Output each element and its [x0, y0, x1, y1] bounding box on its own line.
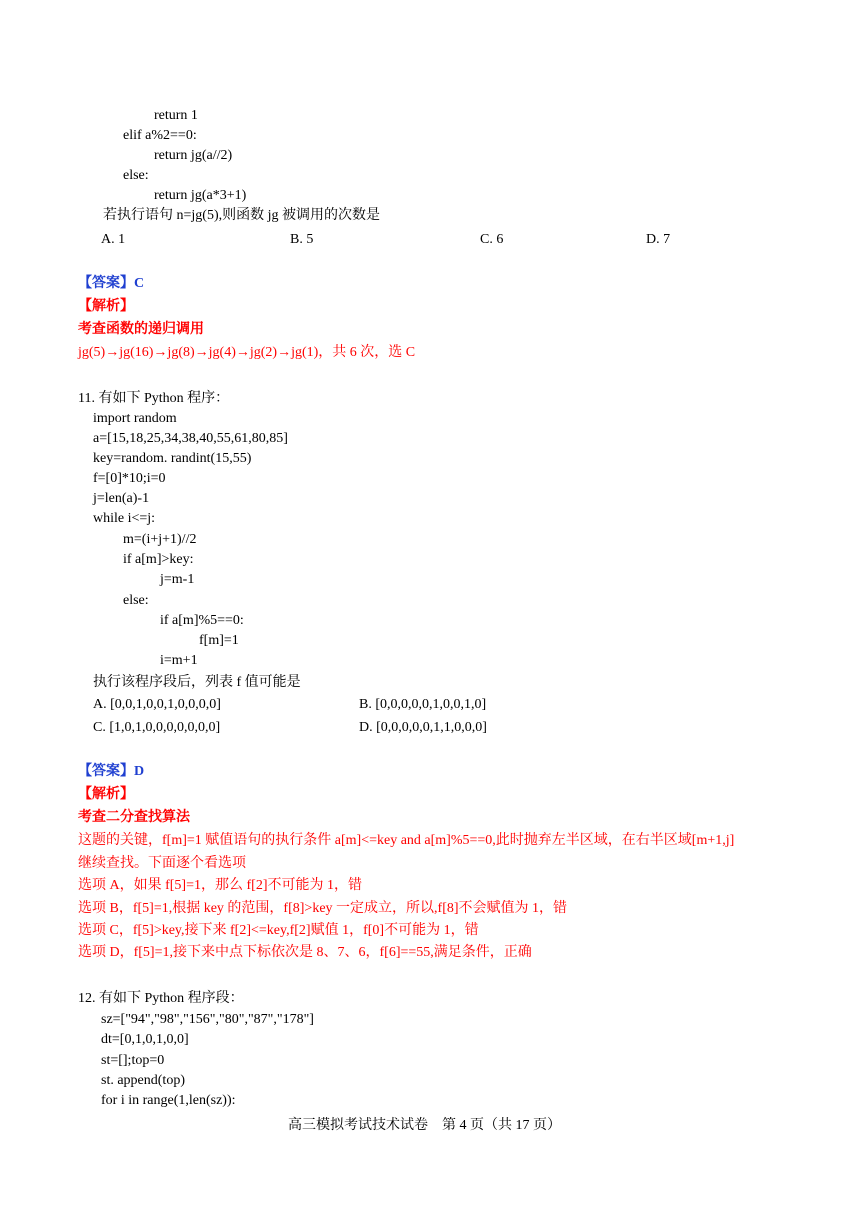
- code-line: else:: [123, 168, 149, 183]
- code-line: j=m-1: [160, 572, 195, 587]
- code-line: f=[0]*10;i=0: [93, 471, 166, 486]
- analysis-text: 选项 B，f[5]=1,根据 key 的范围，f[8]>key 一定成立，所以,f[8]不会赋值为 1，错: [78, 901, 568, 916]
- analysis-topic: 考查二分查找算法: [78, 810, 190, 825]
- question-stem: 若执行语句 n=jg(5),则函数 jg 被调用的次数是: [103, 208, 380, 223]
- analysis-text: 继续查找。下面逐个看选项: [78, 856, 246, 871]
- code-line: st=[];top=0: [101, 1053, 165, 1068]
- option-c: C. [1,0,1,0,0,0,0,0,0,0]: [93, 720, 221, 735]
- code-line: return jg(a//2): [154, 148, 233, 163]
- option-a: A. [0,0,1,0,0,1,0,0,0,0]: [93, 697, 221, 712]
- code-line: i=m+1: [160, 653, 198, 668]
- code-line: j=len(a)-1: [93, 491, 150, 506]
- analysis-text: 选项 C，f[5]>key,接下来 f[2]<=key,f[2]赋值 1，f[0]不可能为 1，错: [78, 923, 479, 938]
- code-line: f[m]=1: [199, 633, 239, 648]
- analysis-text: 选项 D，f[5]=1,接下来中点下标依次是 8、7、6，f[6]==55,满足条件，正确: [78, 945, 532, 960]
- answer-value: C: [134, 276, 145, 291]
- code-line: else:: [123, 593, 149, 608]
- page-footer: 高三模拟考试技术试卷 第 4 页（共 17 页）: [288, 1118, 561, 1133]
- option-d: D. [0,0,0,0,0,1,1,0,0,0]: [359, 720, 487, 735]
- analysis-text: 这题的关键，f[m]=1 赋值语句的执行条件 a[m]<=key and a[m]%5==0,此时抛弃左半区域，在右半区域[m+1,j]: [78, 833, 735, 848]
- question-title: 12. 有如下 Python 程序段：: [78, 991, 244, 1006]
- option-c: C. 6: [480, 232, 504, 247]
- code-line: while i<=j:: [93, 511, 156, 526]
- code-line: if a[m]>key:: [123, 552, 194, 567]
- analysis-label: 【解析】: [78, 299, 134, 314]
- analysis-text: jg(5)→jg(16)→jg(8)→jg(4)→jg(2)→jg(1)，共 6 次，选 C: [78, 345, 416, 360]
- code-line: for i in range(1,len(sz)):: [101, 1093, 236, 1108]
- code-line: m=(i+j+1)//2: [123, 532, 197, 547]
- code-line: return 1: [154, 108, 198, 123]
- answer-line: [78, 274, 144, 294]
- code-line: if a[m]%5==0:: [160, 613, 244, 628]
- code-line: sz=["94","98","156","80","87","178"]: [101, 1012, 314, 1027]
- code-line: a=[15,18,25,34,38,40,55,61,80,85]: [93, 431, 288, 446]
- analysis-text: 选项 A，如果 f[5]=1，那么 f[2]不可能为 1，错: [78, 878, 362, 893]
- option-a: A. 1: [101, 232, 126, 247]
- analysis-label: 【解析】: [78, 787, 134, 802]
- code-line: import random: [93, 411, 177, 426]
- code-line: key=random. randint(15,55): [93, 451, 252, 466]
- answer-line: [78, 762, 144, 782]
- code-line: dt=[0,1,0,1,0,0]: [101, 1032, 189, 1047]
- answer-label: 【答案】: [78, 764, 134, 779]
- question-stem: 执行该程序段后，列表 f 值可能是: [93, 675, 301, 690]
- option-b: B. [0,0,0,0,0,1,0,0,1,0]: [359, 697, 487, 712]
- analysis-topic: 考查函数的递归调用: [78, 322, 204, 337]
- answer-value: D: [134, 764, 145, 779]
- question-title: 11. 有如下 Python 程序：: [78, 391, 230, 406]
- answer-label: 【答案】: [78, 276, 134, 291]
- option-b: B. 5: [290, 232, 314, 247]
- code-line: st. append(top): [101, 1073, 185, 1088]
- code-line: return jg(a*3+1): [154, 188, 247, 203]
- code-line: elif a%2==0:: [123, 128, 197, 143]
- option-d: D. 7: [646, 232, 671, 247]
